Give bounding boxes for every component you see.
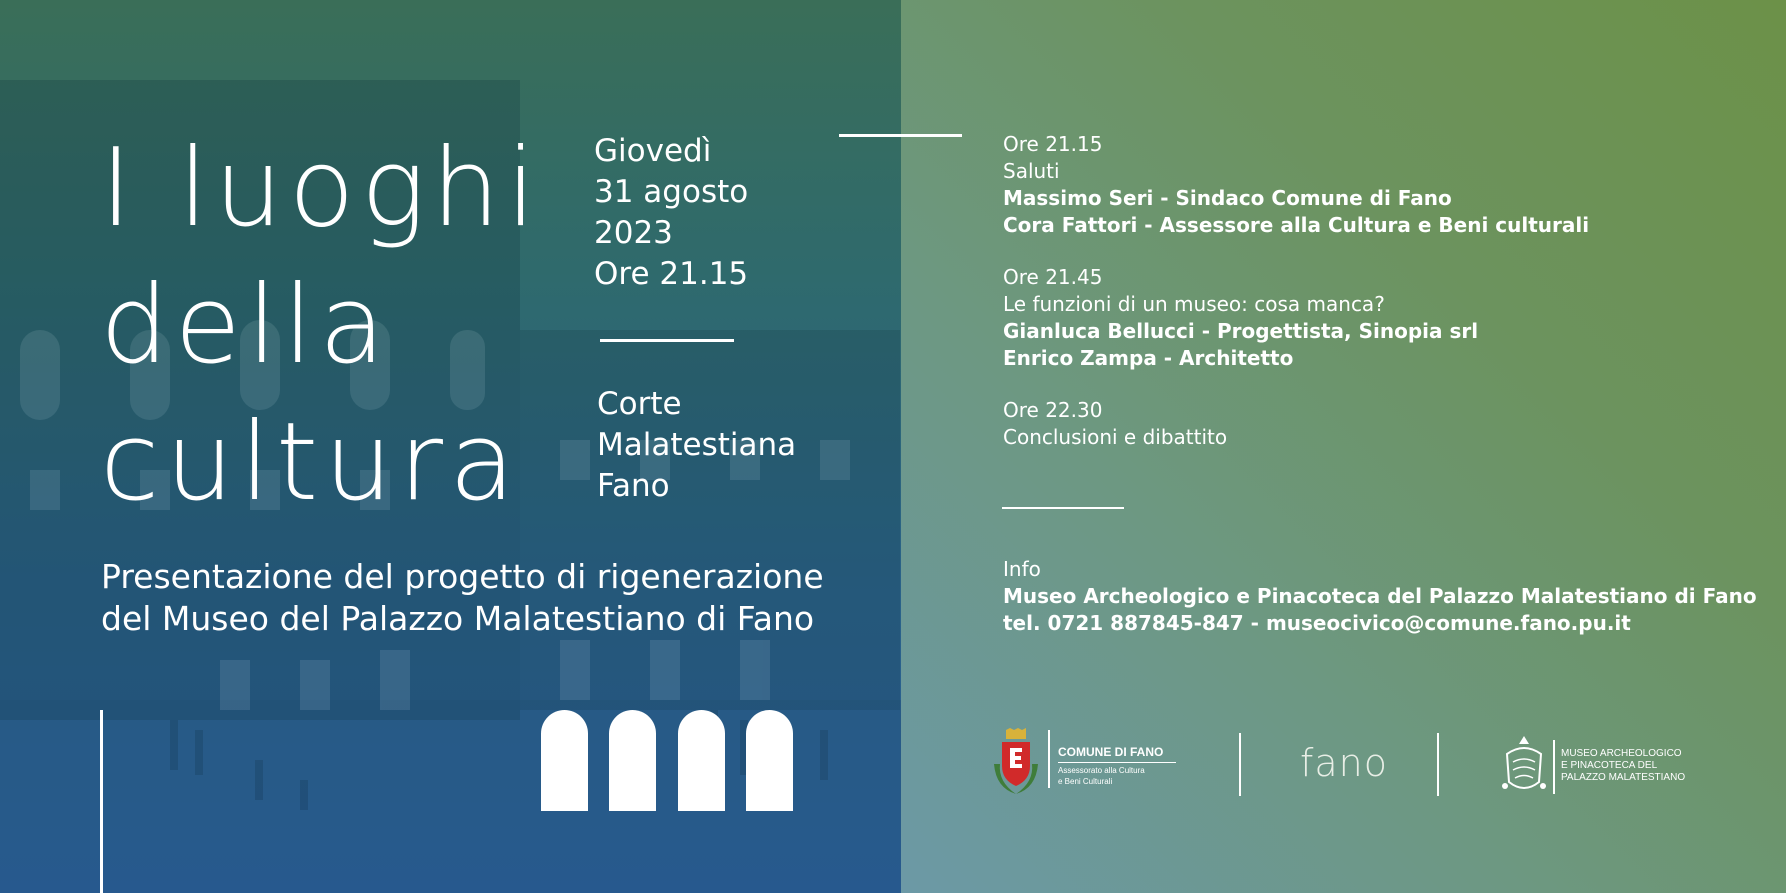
museo-logo — [1499, 734, 1684, 802]
title-line: della — [100, 263, 392, 388]
comune-sub: Assessorato alla Cultura — [1058, 766, 1145, 775]
info-label: Info — [1003, 557, 1041, 581]
program-speaker: Enrico Zampa - Architetto — [1003, 346, 1294, 370]
program-speaker: Gianluca Bellucci - Progettista, Sinopia srl — [1003, 319, 1479, 343]
info-line: Museo Archeologico e Pinacoteca del Palazzo Malatestiano di Fano — [1003, 584, 1757, 608]
subtitle-line: Presentazione del progetto di rigenerazione — [101, 557, 824, 596]
event-date — [594, 131, 748, 295]
event-place — [597, 384, 796, 507]
place-line: Malatestiana — [597, 427, 797, 463]
subtitle-line: del Museo del Palazzo Malatestiano di Fano — [101, 599, 815, 638]
logo-separator — [1239, 733, 1241, 796]
logo-separator — [1437, 733, 1439, 796]
date-line: 2023 — [594, 215, 673, 251]
vertical-accent-line — [100, 710, 103, 893]
event-title — [100, 120, 542, 531]
date-line: 31 agosto — [594, 174, 749, 210]
coat-of-arms-icon — [988, 728, 1044, 798]
program-divider — [1002, 507, 1124, 509]
date-line: Ore 21.15 — [594, 256, 749, 292]
place-line: Fano — [597, 468, 670, 504]
program-time: Ore 21.15 — [1003, 132, 1103, 156]
date-divider — [600, 339, 734, 342]
arch-shape — [609, 710, 656, 811]
museo-name-line: MUSEO ARCHEOLOGICO — [1561, 748, 1682, 759]
fano-wordmark: fano — [1300, 741, 1388, 785]
program-topic: Conclusioni e dibattito — [1003, 425, 1228, 449]
museo-name-line: E PINACOTECA DEL — [1561, 760, 1658, 771]
info-block — [1003, 556, 1757, 637]
museo-name-line: PALAZZO MALATESTIANO — [1561, 772, 1686, 783]
program-item — [1003, 264, 1478, 372]
title-line: I luoghi — [100, 126, 542, 251]
date-line: Giovedì — [594, 133, 712, 169]
program-topic: Saluti — [1003, 159, 1060, 183]
title-line: cultura — [100, 400, 522, 525]
museo-emblem-icon — [1499, 734, 1549, 800]
program-topic: Le funzioni di un museo: cosa manca? — [1003, 292, 1385, 316]
program-speaker: Massimo Seri - Sindaco Comune di Fano — [1003, 186, 1452, 210]
arch-shape — [746, 710, 793, 811]
event-subtitle — [101, 556, 824, 640]
arch-shape — [678, 710, 725, 811]
program-item — [1003, 397, 1227, 451]
program-time: Ore 22.30 — [1003, 398, 1103, 422]
comune-di-fano-logo — [988, 728, 1178, 798]
comune-name: COMUNE DI FANO — [1058, 745, 1164, 759]
info-line: tel. 0721 887845-847 - museocivico@comune.fano.pu.it — [1003, 611, 1631, 635]
program-item — [1003, 131, 1589, 239]
place-line: Corte — [597, 386, 682, 422]
panel-connector-line — [839, 134, 962, 137]
program-speaker: Cora Fattori - Assessore alla Cultura e Beni culturali — [1003, 213, 1590, 237]
program-time: Ore 21.45 — [1003, 265, 1103, 289]
fano-logo — [1300, 738, 1388, 788]
comune-sub: e Beni Culturali — [1058, 777, 1113, 786]
arch-shape — [541, 710, 588, 811]
